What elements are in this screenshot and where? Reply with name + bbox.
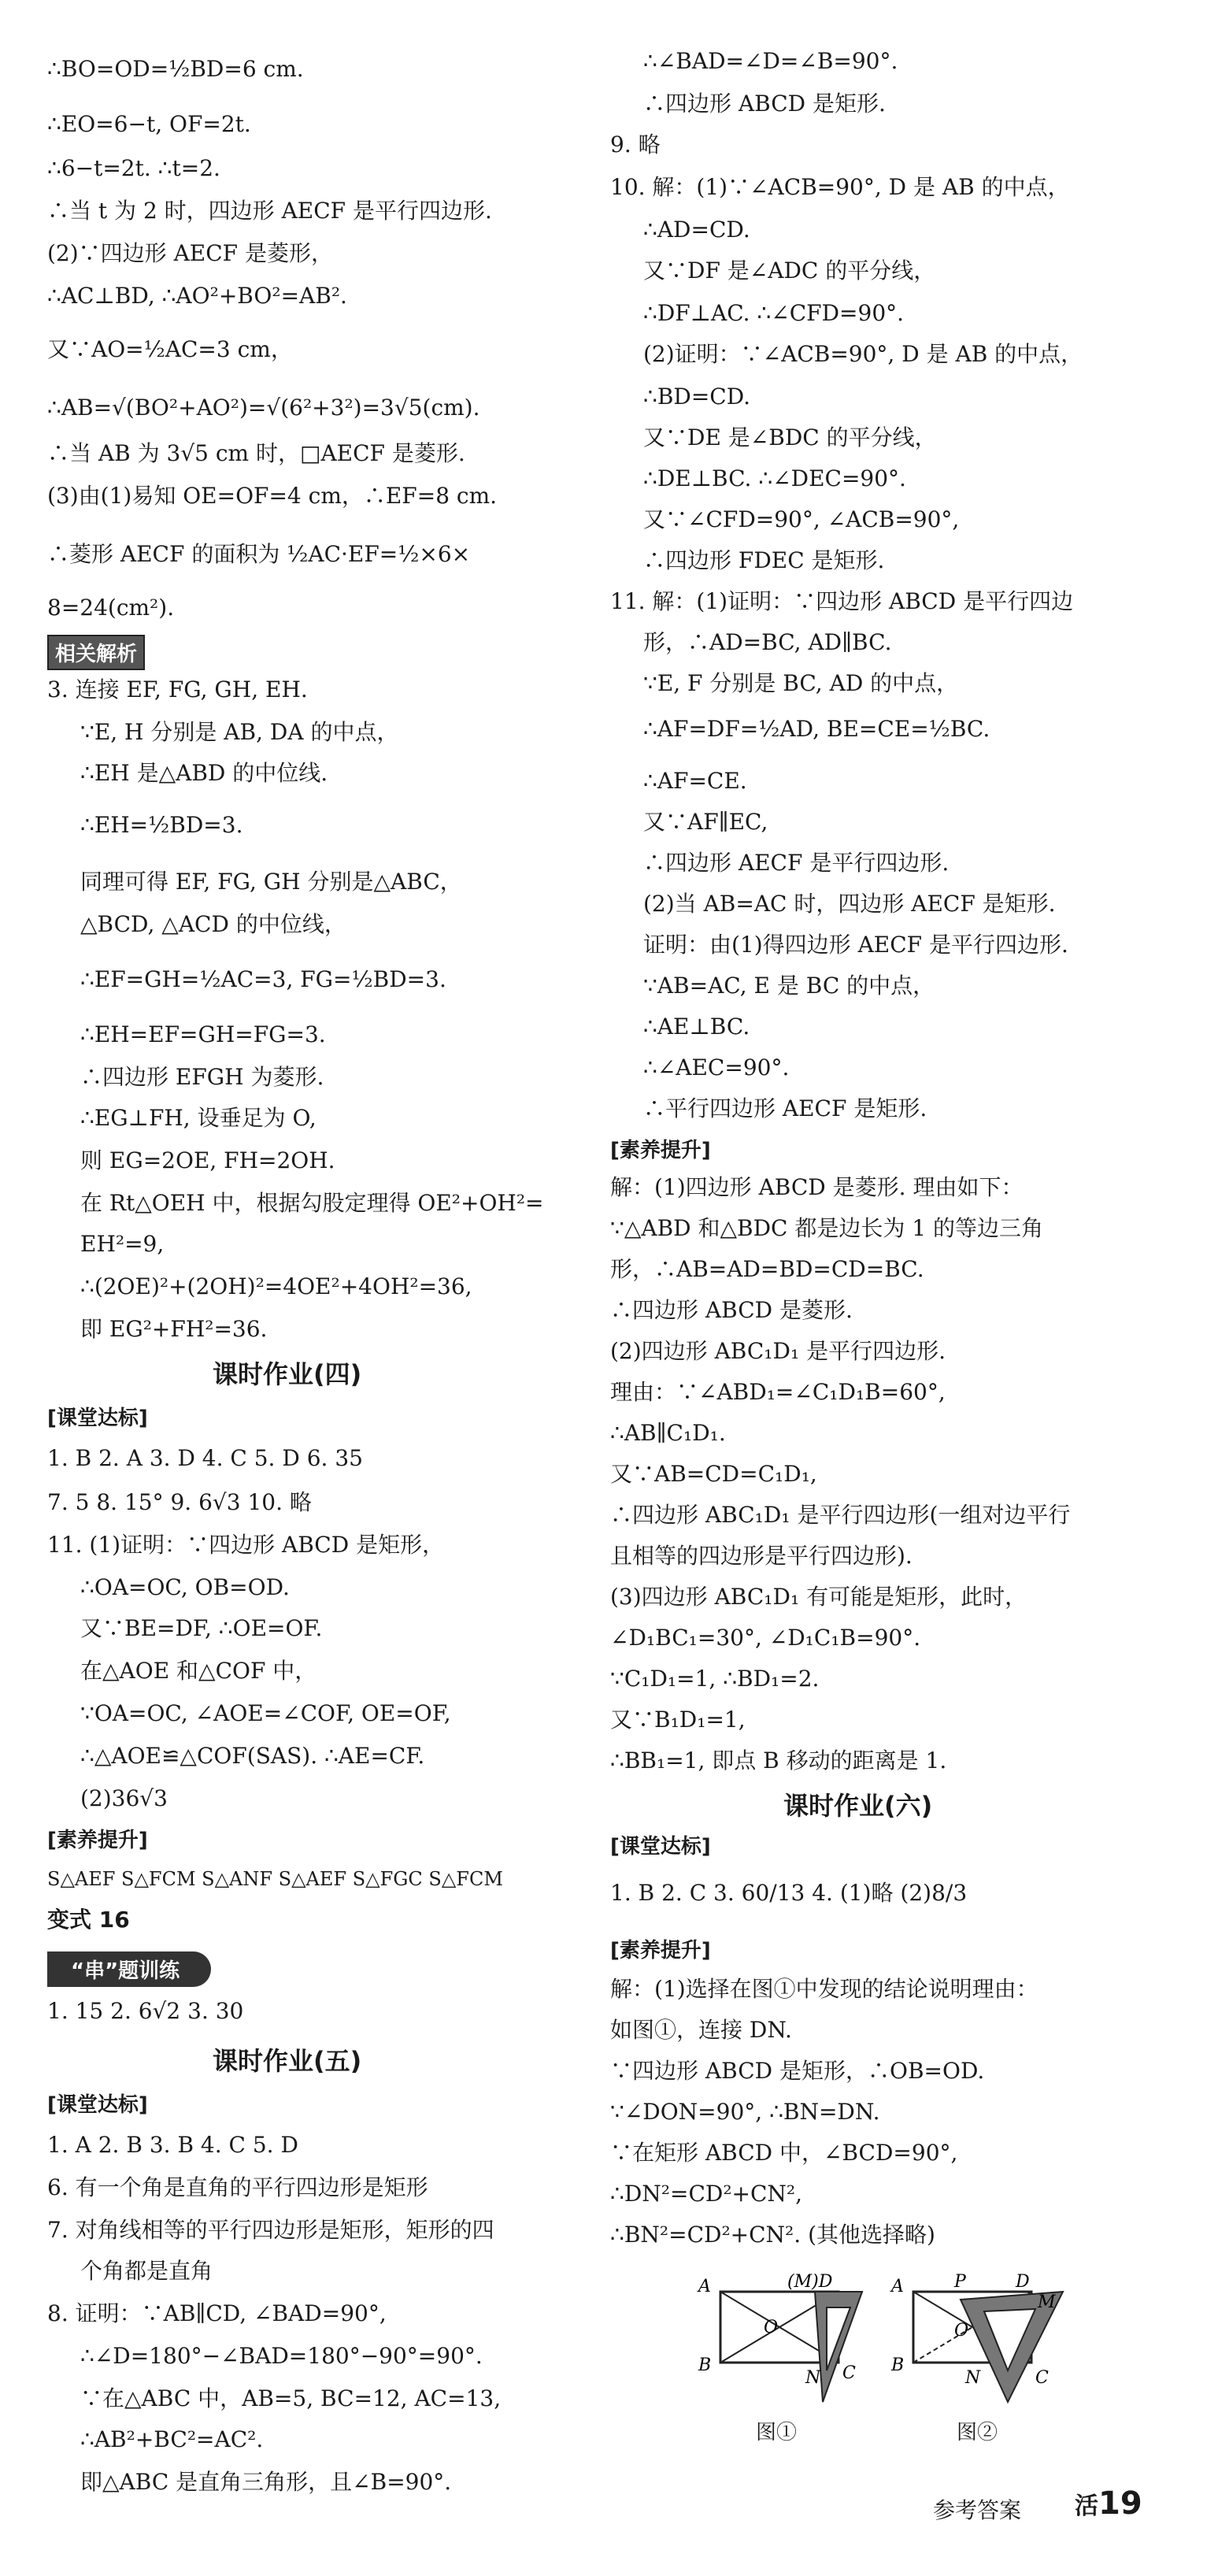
text-line: 1. A 2. B 3. B 4. C 5. D	[47, 2132, 298, 2158]
text-line: 同理可得 EF, FG, GH 分别是△ABC，	[80, 869, 462, 895]
text-line: ∵C₁D₁=1, ∴BD₁=2.	[610, 1666, 820, 1692]
text-line: ∴四边形 EFGH 为菱形.	[80, 1064, 324, 1090]
text-line: ∴BO=OD=½BD=6 cm.	[47, 56, 304, 82]
text-line: (2)证明：∵∠ACB=90°, D 是 AB 的中点，	[643, 341, 1083, 367]
text-line: 且相等的四边形是平行四边形).	[610, 1543, 913, 1569]
text-line: ∵OA=OC, ∠AOE=∠COF, OE=OF,	[80, 1700, 451, 1726]
text-line: 6. 有一个角是直角的平行四边形是矩形	[47, 2174, 428, 2200]
text-line: ∴AB∥C₁D₁.	[610, 1420, 726, 1446]
text-line: 又∵B₁D₁=1,	[610, 1707, 746, 1733]
footer-page: 19	[1098, 2485, 1142, 2522]
text-line: ∴AB=√(BO²+AO²)=√(6²+3²)=3√5(cm).	[47, 395, 480, 421]
text-line: 8=24(cm²).	[47, 595, 175, 621]
text-line: 理由：∵∠ABD₁=∠C₁D₁B=60°,	[610, 1379, 946, 1405]
text-line: ∴EG⊥FH, 设垂足为 O,	[80, 1105, 317, 1131]
class-standard-tag: [课堂达标]	[47, 2093, 148, 2117]
text-line: 8. 证明：∵AB∥CD, ∠BAD=90°,	[47, 2300, 387, 2326]
text-line: 又∵DE 是∠BDC 的平分线，	[643, 424, 937, 450]
text-line: 则 EG=2OE, FH=2OH.	[80, 1147, 335, 1173]
text-line: 1. B 2. C 3. 60/13 4. (1)略 (2)8/3	[610, 1880, 968, 1906]
text-line: 如图①，连接 DN.	[610, 2017, 792, 2043]
text-line: ∵在△ABC 中，AB=5, BC=12, AC=13,	[80, 2385, 502, 2411]
text-line: ∵AB=AC, E 是 BC 的中点，	[643, 973, 935, 999]
fig1-label-a: A	[698, 2277, 711, 2296]
text-line: 证明：由(1)得四边形 AECF 是平行四边形.	[643, 932, 1068, 958]
text-line: ∴AE⊥BC.	[643, 1014, 750, 1040]
text-line: ∴四边形 ABCD 是菱形.	[610, 1297, 853, 1323]
text-line: 1. 15 2. 6√2 3. 30	[47, 1998, 244, 2024]
text-line: 11. 解：(1)证明：∵四边形 ABCD 是平行四边	[610, 588, 1074, 614]
related-analysis-tag: 相关解析	[47, 635, 145, 670]
text-line: 又∵AO=½AC=3 cm，	[47, 336, 293, 362]
text-line: ∴AB²+BC²=AC².	[80, 2426, 264, 2452]
text-line: ∴DN²=CD²+CN²,	[610, 2181, 803, 2207]
text-line: 10. 解：(1)∵∠ACB=90°, D 是 AB 的中点，	[610, 174, 1070, 200]
text-line: ∠D₁BC₁=30°, ∠D₁C₁B=90°.	[610, 1625, 921, 1651]
text-line: ∵四边形 ABCD 是矩形，∴OB=OD.	[610, 2058, 985, 2084]
text-line: 又∵∠CFD=90°, ∠ACB=90°,	[643, 506, 960, 532]
text-line: ∴EF=GH=½AC=3, FG=½BD=3.	[80, 966, 446, 992]
text-line: ∵E, F 分别是 BC, AD 的中点，	[643, 670, 959, 696]
figure-1-caption: 图①	[756, 2421, 798, 2444]
text-line: ∴DF⊥AC. ∴∠CFD=90°.	[643, 300, 905, 326]
text-line: ∵在矩形 ABCD 中，∠BCD=90°,	[610, 2140, 958, 2166]
figure-2-diagram	[890, 2268, 1071, 2410]
section-title-hw5: 课时作业(五)	[213, 2046, 362, 2076]
text-line: ∴△AOE≌△COF(SAS). ∴AE=CF.	[80, 1743, 425, 1769]
text-line: ∴四边形 ABCD 是矩形.	[643, 91, 886, 117]
text-line: (2)∵四边形 AECF 是菱形，	[47, 240, 333, 266]
text-line: EH²=9,	[80, 1231, 165, 1257]
text-line: 形，∴AB=AD=BD=CD=BC.	[610, 1256, 924, 1282]
fig2-label-p: P	[954, 2272, 966, 2292]
footer-label: 参考答案	[933, 2497, 1022, 2523]
text-line: (2)36√3	[80, 1785, 168, 1811]
text-line: ∴BB₁=1, 即点 B 移动的距离是 1.	[610, 1748, 947, 1774]
footer-page-number	[1075, 2485, 1142, 2522]
text-line: ∴当 AB 为 3√5 cm 时，□AECF 是菱形.	[47, 440, 465, 466]
series-training-banner: “串”题训练	[47, 1951, 211, 1987]
class-standard-tag: [课堂达标]	[47, 1407, 148, 1430]
text-line: ∴菱形 AECF 的面积为 ½AC·EF=½×6×	[47, 541, 471, 567]
section-title-hw6: 课时作业(六)	[783, 1791, 933, 1821]
text-line: ∴BD=CD.	[643, 384, 751, 410]
text-line: 3. 连接 EF, FG, GH, EH.	[47, 676, 308, 702]
fig1-label-md: (M)D	[787, 2272, 833, 2292]
text-line: 即△ABC 是直角三角形，且∠B=90°.	[80, 2469, 452, 2495]
text-line: ∵E, H 分别是 AB, DA 的中点，	[80, 719, 399, 745]
text-line: 解：(1)选择在图①中发现的结论说明理由：	[610, 1976, 1038, 2002]
text-line: 个角都是直角	[80, 2258, 213, 2284]
text-line: ∵△ABD 和△BDC 都是边长为 1 的等边三角	[610, 1215, 1043, 1241]
text-line: 又∵DF 是∠ADC 的平分线，	[643, 258, 936, 284]
text-line: (3)四边形 ABC₁D₁ 有可能是矩形，此时，	[610, 1584, 1027, 1610]
text-line: ∴四边形 ABC₁D₁ 是平行四边形(一组对边平行	[610, 1502, 1071, 1528]
literacy-tag: [素养提升]	[610, 1939, 711, 1963]
text-line: ∴6−t=2t. ∴t=2.	[47, 155, 220, 181]
text-line: 形，∴AD=BC, AD∥BC.	[643, 629, 892, 655]
text-line: ∴AD=CD.	[643, 217, 750, 243]
literacy-tag: [素养提升]	[47, 1829, 148, 1852]
text-line: ∴∠D=180°−∠BAD=180°−90°=90°.	[80, 2343, 483, 2369]
text-line: ∴∠AEC=90°.	[643, 1054, 790, 1080]
class-standard-tag: [课堂达标]	[610, 1835, 711, 1859]
fig2-label-d: D	[1016, 2272, 1030, 2292]
fig2-label-a: A	[891, 2277, 904, 2296]
footer-prefix: 活	[1075, 2493, 1098, 2520]
text-line: ∴OA=OC, OB=OD.	[80, 1574, 290, 1600]
fig1-label-c: C	[842, 2363, 856, 2383]
text-line: 在△AOE 和△COF 中，	[80, 1658, 317, 1684]
fig2-label-o: O	[954, 2321, 969, 2341]
fig1-label-b: B	[698, 2355, 712, 2375]
fig2-label-n: N	[965, 2368, 981, 2388]
text-line: (2)当 AB=AC 时，四边形 AECF 是矩形.	[643, 891, 1056, 917]
text-line: 又∵AF∥EC,	[643, 809, 768, 835]
variant-line: 变式 16	[47, 1907, 130, 1933]
text-line: (3)由(1)易知 OE=OF=4 cm，∴EF=8 cm.	[47, 483, 498, 509]
text-line: 即 EG²+FH²=36.	[80, 1316, 268, 1342]
section-title-hw4: 课时作业(四)	[213, 1359, 362, 1389]
text-line: 7. 对角线相等的平行四边形是矩形，矩形的四	[47, 2217, 494, 2243]
text-line: ∴BN²=CD²+CN². (其他选择略)	[610, 2222, 935, 2248]
text-line: 9. 略	[610, 132, 661, 158]
text-line: ∴(2OE)²+(2OH)²=4OE²+4OH²=36,	[80, 1273, 472, 1299]
text-line: ∴EH 是△ABD 的中位线.	[80, 760, 328, 786]
figure-1-diagram	[697, 2268, 878, 2410]
fig1-label-n: N	[805, 2368, 821, 2388]
text-line: ∴四边形 FDEC 是矩形.	[643, 547, 885, 573]
text-line: 又∵AB=CD=C₁D₁,	[610, 1461, 817, 1487]
text-line: 11. (1)证明：∵四边形 ABCD 是矩形，	[47, 1532, 445, 1558]
text-line: 7. 5 8. 15° 9. 6√3 10. 略	[47, 1489, 312, 1515]
area-list: S△AEF S△FCM S△ANF S△AEF S△FGC S△FCM	[47, 1868, 503, 1890]
fig2-label-m: M	[1038, 2292, 1056, 2312]
figure-2-caption: 图②	[957, 2421, 998, 2444]
text-line: ∴AF=CE.	[643, 768, 747, 794]
text-line: (2)四边形 ABC₁D₁ 是平行四边形.	[610, 1338, 946, 1364]
text-line: ∴EH=EF=GH=FG=3.	[80, 1021, 326, 1047]
text-line: ∴AF=DF=½AD, BE=CE=½BC.	[643, 716, 990, 742]
text-line: ∴四边形 AECF 是平行四边形.	[643, 850, 950, 876]
fig2-label-b: B	[891, 2355, 905, 2375]
text-line: ∴AC⊥BD, ∴AO²+BO²=AB².	[47, 283, 347, 309]
literacy-tag: [素养提升]	[610, 1139, 711, 1162]
text-line: ∴当 t 为 2 时，四边形 AECF 是平行四边形.	[47, 198, 492, 224]
text-line: 又∵BE=DF, ∴OE=OF.	[80, 1615, 323, 1641]
text-line: ∴EO=6−t, OF=2t.	[47, 111, 251, 137]
text-line: 1. B 2. A 3. D 4. C 5. D 6. 35	[47, 1445, 363, 1471]
fig2-label-c: C	[1035, 2368, 1049, 2388]
text-line: ∴EH=½BD=3.	[80, 812, 243, 838]
text-line: 解：(1)四边形 ABCD 是菱形. 理由如下：	[610, 1174, 1024, 1200]
text-line: △BCD, △ACD 的中位线，	[80, 911, 346, 937]
text-line: ∵∠DON=90°, ∴BN=DN.	[610, 2099, 880, 2125]
text-line: 在 Rt△OEH 中，根据勾股定理得 OE²+OH²=	[80, 1190, 544, 1216]
text-line: ∴DE⊥BC. ∴∠DEC=90°.	[643, 465, 906, 491]
text-line: ∴平行四边形 AECF 是矩形.	[643, 1095, 927, 1121]
text-line: ∴∠BAD=∠D=∠B=90°.	[643, 48, 898, 74]
fig1-label-o: O	[764, 2318, 779, 2337]
